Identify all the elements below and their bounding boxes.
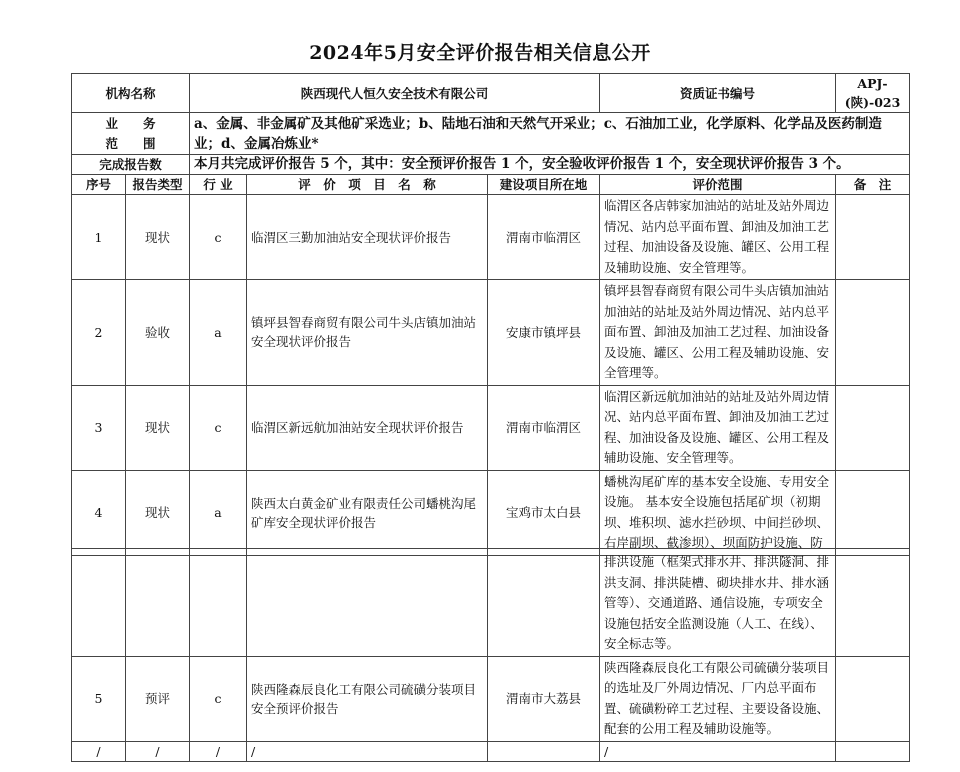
table-row <box>72 741 910 761</box>
row-industry: a <box>190 470 247 555</box>
cert-label <box>600 74 836 113</box>
row-name <box>247 549 488 657</box>
org-label: 机构名称 <box>72 74 190 113</box>
row-no: 2 <box>72 280 126 386</box>
org-value: 陕西现代人恒久安全技术有限公司 <box>190 74 600 113</box>
report-info-table <box>71 73 910 556</box>
row-scope: 临渭区各店韩家加油站的站址及站外周边情况、站内总平面布置、卸油及加油工艺过程、加油设备及设施、罐区、公用工程及辅助设施、安全管理等。 <box>600 195 836 280</box>
row-location <box>488 741 600 761</box>
row-name: 镇坪县智春商贸有限公司牛头店镇加油站安全现状评价报告 <box>247 280 488 386</box>
row-name: / <box>247 741 488 761</box>
completed-value: 本月共完成评价报告 5 个，其中：安全预评价报告 1 个，安全验收评价报告 1 个，安全现状评价报告 3 个。 <box>190 155 910 175</box>
business-scope-value: a、金属、非金属矿及其他矿采选业；b、陆地石油和天然气开采业；c、石油加工业，化学原料、化学品及医药制造业；d、金属冶炼业* <box>190 113 910 155</box>
row-remark <box>836 470 910 555</box>
col-header-type: 报告类型 <box>126 175 190 195</box>
col-header-remark: 备 注 <box>836 175 910 195</box>
row-remark <box>836 280 910 386</box>
row-remark <box>836 656 910 741</box>
row-scope: 排洪设施（框架式排水井、排洪隧洞、排洪支洞、排洪陡槽、砌块排水井、排水涵管等）、交通道路、通信设施，专项安全设施包括安全监测设施（人工、在线）、安全标志等。 <box>600 549 836 657</box>
row-industry: c <box>190 195 247 280</box>
row-location: 渭南市临渭区 <box>488 385 600 470</box>
row-location: 渭南市大荔县 <box>488 656 600 741</box>
row-no: / <box>72 741 126 761</box>
table-row <box>72 656 910 741</box>
cert-value: APJ-(陕)-023 <box>836 74 910 113</box>
report-info-table-continued <box>71 548 910 762</box>
row-industry: c <box>190 385 247 470</box>
row-scope: 陕西隆森辰良化工有限公司硫磺分装项目的选址及厂外周边情况、厂内总平面布置、硫磺粉碎工艺过程、主要设备设施、配套的公用工程及辅助设施等。 <box>600 656 836 741</box>
row-location: 渭南市临渭区 <box>488 195 600 280</box>
row-industry: a <box>190 280 247 386</box>
row-no: 4 <box>72 470 126 555</box>
row-type: 验收 <box>126 280 190 386</box>
row-location: 宝鸡市太白县 <box>488 470 600 555</box>
row-scope: 蟠桃沟尾矿库的基本安全设施、专用安全设施。 基本安全设施包括尾矿坝（初期坝、堆积坝、滤水拦砂坝、中间拦砂坝、右岸副坝、截渗坝）、坝面防护设施、防 <box>600 470 836 555</box>
row-name: 陕西太白黄金矿业有限责任公司蟠桃沟尾矿库安全现状评价报告 <box>247 470 488 555</box>
business-scope-label-1: 业 务 <box>105 115 156 131</box>
row-name: 临渭区三勤加油站安全现状评价报告 <box>247 195 488 280</box>
row-location <box>488 549 600 657</box>
row-location: 安康市镇坪县 <box>488 280 600 386</box>
row-no: 3 <box>72 385 126 470</box>
row-scope: 临渭区新远航加油站的站址及站外周边情况、站内总平面布置、卸油及加油工艺过程、加油设备及设施、罐区、公用工程及辅助设施、安全管理等。 <box>600 385 836 470</box>
row-remark <box>836 741 910 761</box>
table-row <box>72 195 910 280</box>
table-row <box>72 385 910 470</box>
row-type <box>126 549 190 657</box>
page-title: 2024年5月安全评价报告相关信息公开 <box>309 42 651 64</box>
row-scope: 镇坪县智春商贸有限公司牛头店镇加油站加油站的站址及站外周边情况、站内总平面布置、卸油及加油工艺过程、加油设备及设施、罐区、公用工程及辅助设施、安全管理等。 <box>600 280 836 386</box>
table-row <box>72 549 910 657</box>
completed-label: 完成报告数 <box>72 155 190 175</box>
business-scope-label <box>72 113 190 155</box>
cert-label-text: 资质证书编号 <box>680 85 756 101</box>
row-remark <box>836 549 910 657</box>
row-no: 5 <box>72 656 126 741</box>
table-row <box>72 280 910 386</box>
row-industry <box>190 549 247 657</box>
row-type: / <box>126 741 190 761</box>
row-remark <box>836 195 910 280</box>
row-type: 预评 <box>126 656 190 741</box>
col-header-scope: 评价范围 <box>600 175 836 195</box>
col-header-name: 评 价 项 目 名 称 <box>247 175 488 195</box>
business-scope-label-2: 范 围 <box>105 135 156 151</box>
row-remark <box>836 385 910 470</box>
row-industry: c <box>190 656 247 741</box>
row-scope: / <box>600 741 836 761</box>
row-type: 现状 <box>126 195 190 280</box>
row-no: 1 <box>72 195 126 280</box>
row-name: 陕西隆森辰良化工有限公司硫磺分装项目安全预评价报告 <box>247 656 488 741</box>
row-type: 现状 <box>126 470 190 555</box>
row-type: 现状 <box>126 385 190 470</box>
col-header-no: 序号 <box>72 175 126 195</box>
row-no <box>72 549 126 657</box>
row-industry: / <box>190 741 247 761</box>
col-header-location: 建设项目所在地 <box>488 175 600 195</box>
col-header-industry: 行 业 <box>190 175 247 195</box>
table-row <box>72 470 910 555</box>
row-name: 临渭区新远航加油站安全现状评价报告 <box>247 385 488 470</box>
